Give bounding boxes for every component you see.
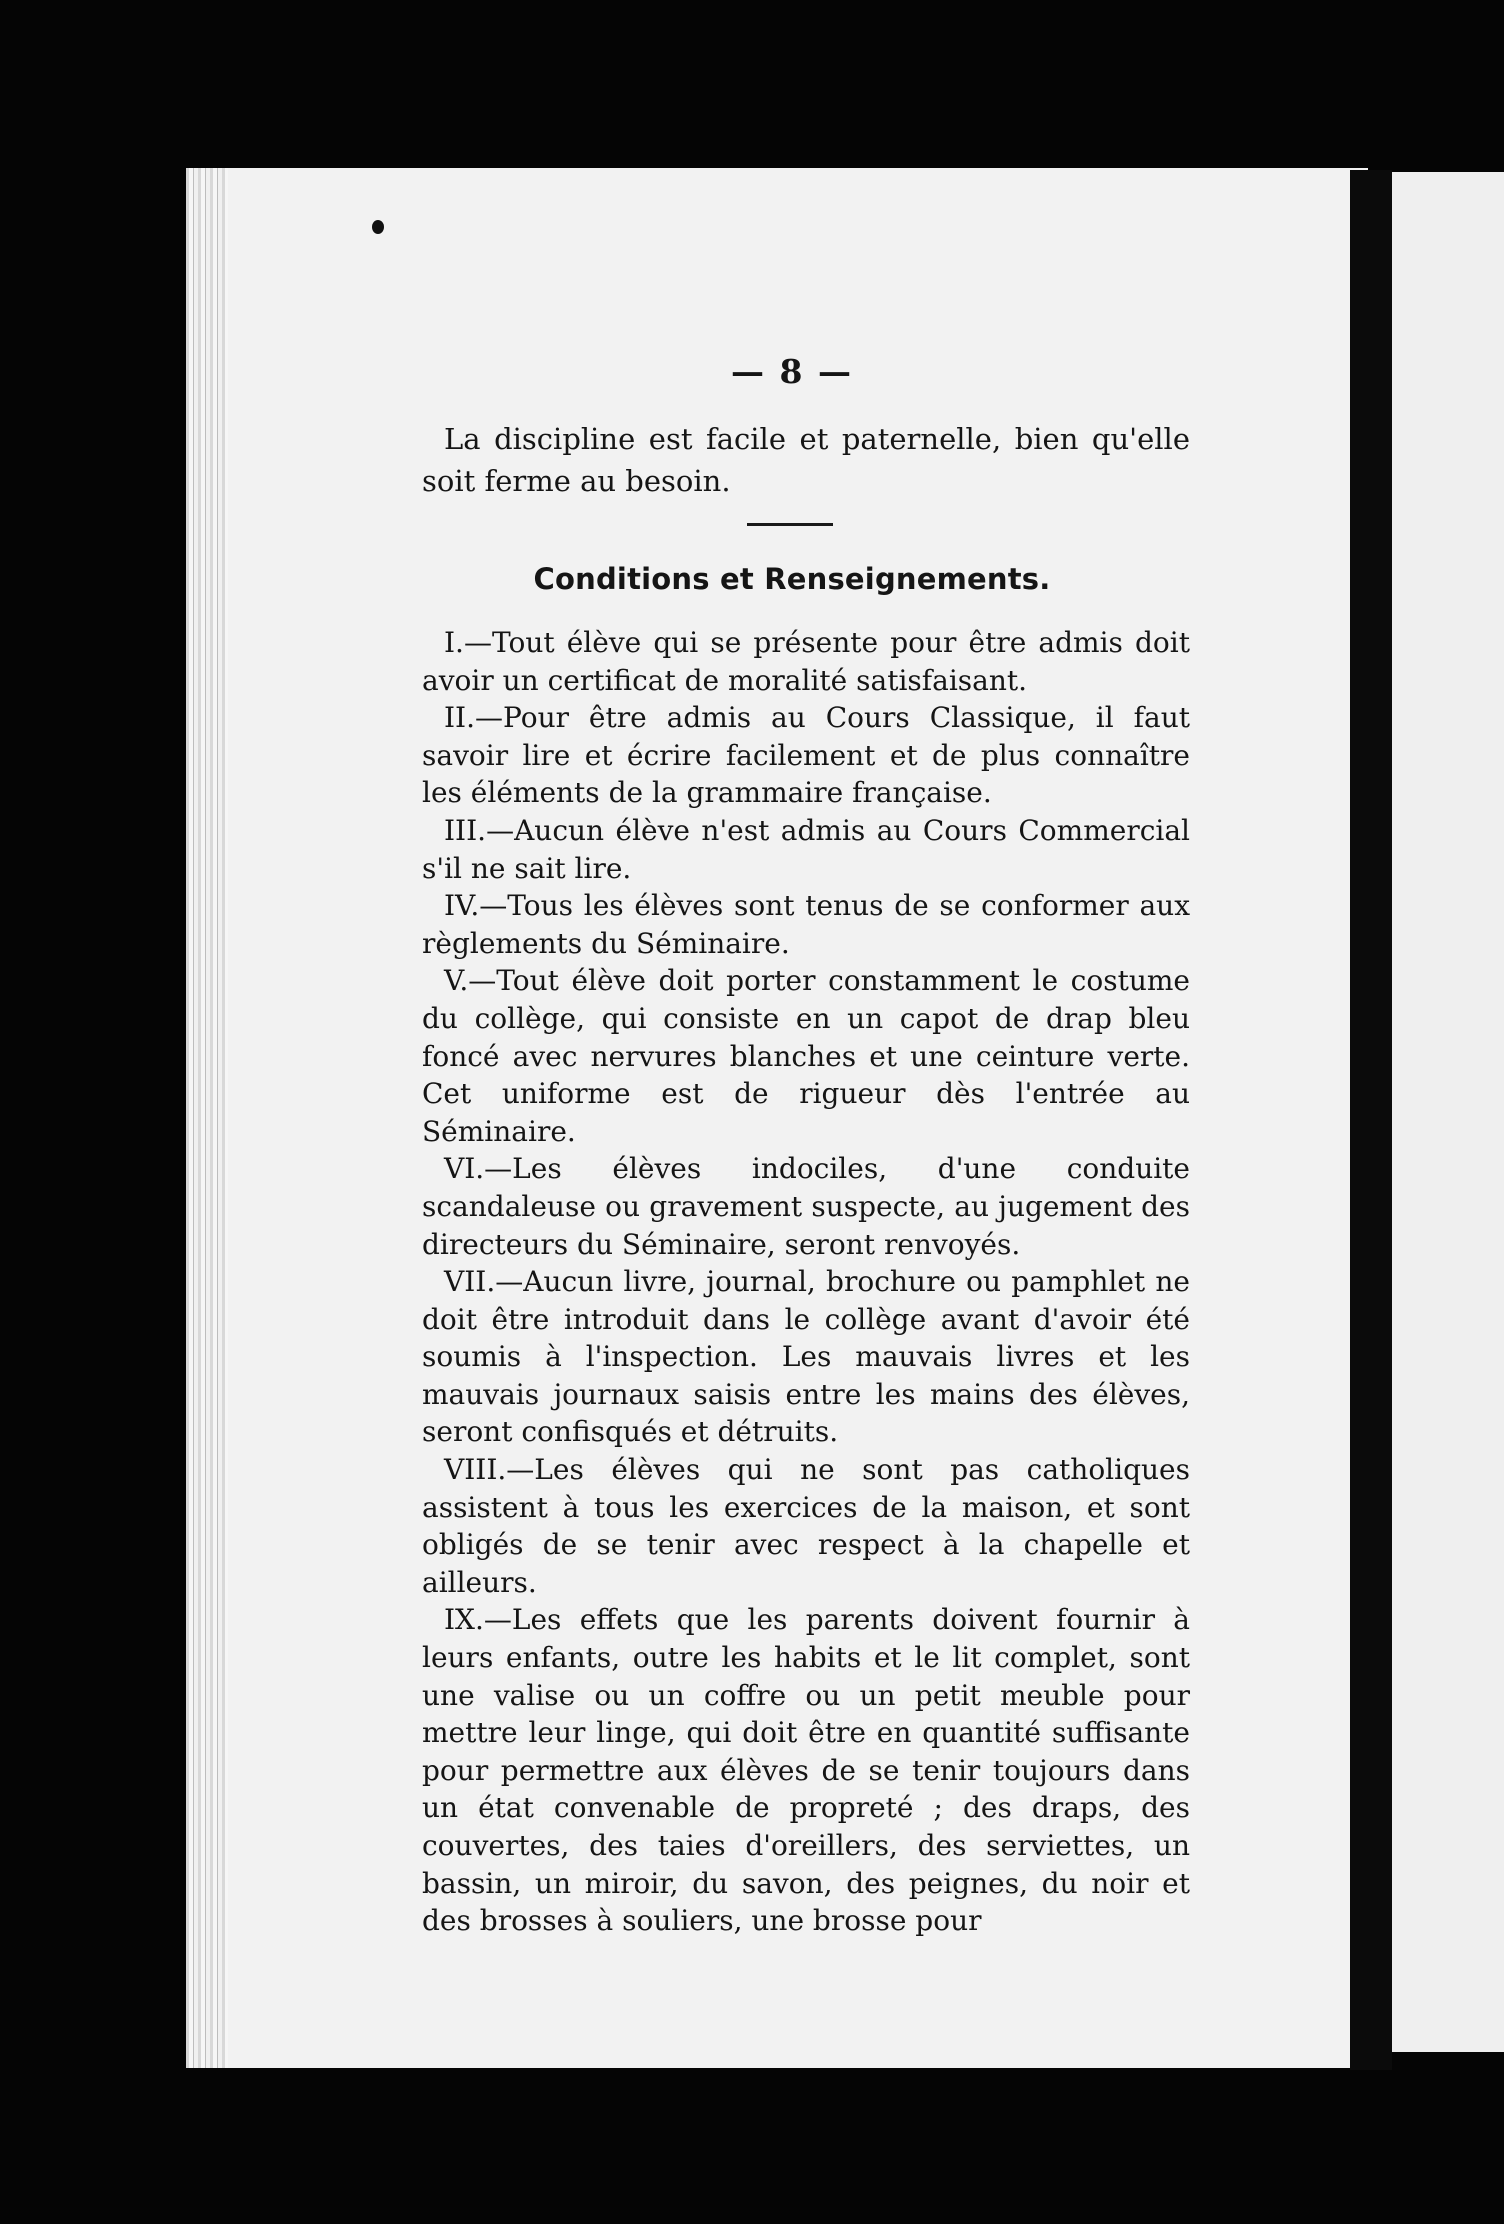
condition-article: VI.—Les élèves indociles, d'une conduite scandaleuse ou gravement suspecte, au jugement des directeurs du Séminaire, seront renvoyés. (422, 1152, 1190, 1261)
condition-article: IX.—Les effets que les parents doivent fournir à leurs enfants, outre les habits et le lit complet, sont une valise ou un coffre ou un petit meuble pour mettre leur linge, qui doit être en quantité suffisante pour permettre aux élèves de se tenir toujours dans un état convenable de propreté ; des draps, des couvertes, des taies d'oreillers, des serviettes, un bassin, un miroir, du savon, des peignes, du noir et des brosses à souliers, une brosse pour (422, 1603, 1190, 1938)
condition-article: I.—Tout élève qui se présente pour être admis doit avoir un certificat de moralité satisfaisant. (422, 626, 1190, 697)
condition-article: V.—Tout élève doit porter constamment le costume du collège, qui consiste en un capot de drap bleu foncé avec nervures blanches et une ceinture verte. Cet uniforme est de rigueur dès l'entrée au Séminaire. (422, 964, 1190, 1148)
page-number: — 8 — (731, 352, 853, 391)
ink-speck (372, 220, 384, 234)
condition-article: VIII.—Les élèves qui ne sont pas catholiques assistent à tous les exercices de la maison, et sont obligés de se tenir avec respect à la chapelle et ailleurs. (422, 1453, 1190, 1599)
condition-article: IV.—Tous les élèves sont tenus de se conformer aux règlements du Séminaire. (422, 889, 1190, 960)
intro-paragraph: La discipline est facile et paternelle, bien qu'elle soit ferme au besoin. (422, 422, 1190, 498)
conditions-list (422, 624, 1190, 1940)
condition-article: III.—Aucun élève n'est admis au Cours Commercial s'il ne sait lire. (422, 813, 1190, 885)
section-divider (747, 523, 833, 526)
condition-article: VII.—Aucun livre, journal, brochure ou pamphlet ne doit être introduit dans le collège avant d'avoir été soumis à l'inspection. Les mauvais livres et les mauvais journaux saisis entre les mains des élèves, seront confisqués et détruits. (422, 1265, 1190, 1449)
section-heading: Conditions et Renseignements. (533, 562, 1051, 596)
facing-page-edge (1392, 172, 1504, 2052)
page-edge-stack (186, 168, 228, 2068)
book-spine (1350, 170, 1392, 2070)
condition-article: II.—Pour être admis au Cours Classique, il faut savoir lire et écrire facilement et de plus connaître les éléments de la grammaire française. (422, 701, 1190, 810)
